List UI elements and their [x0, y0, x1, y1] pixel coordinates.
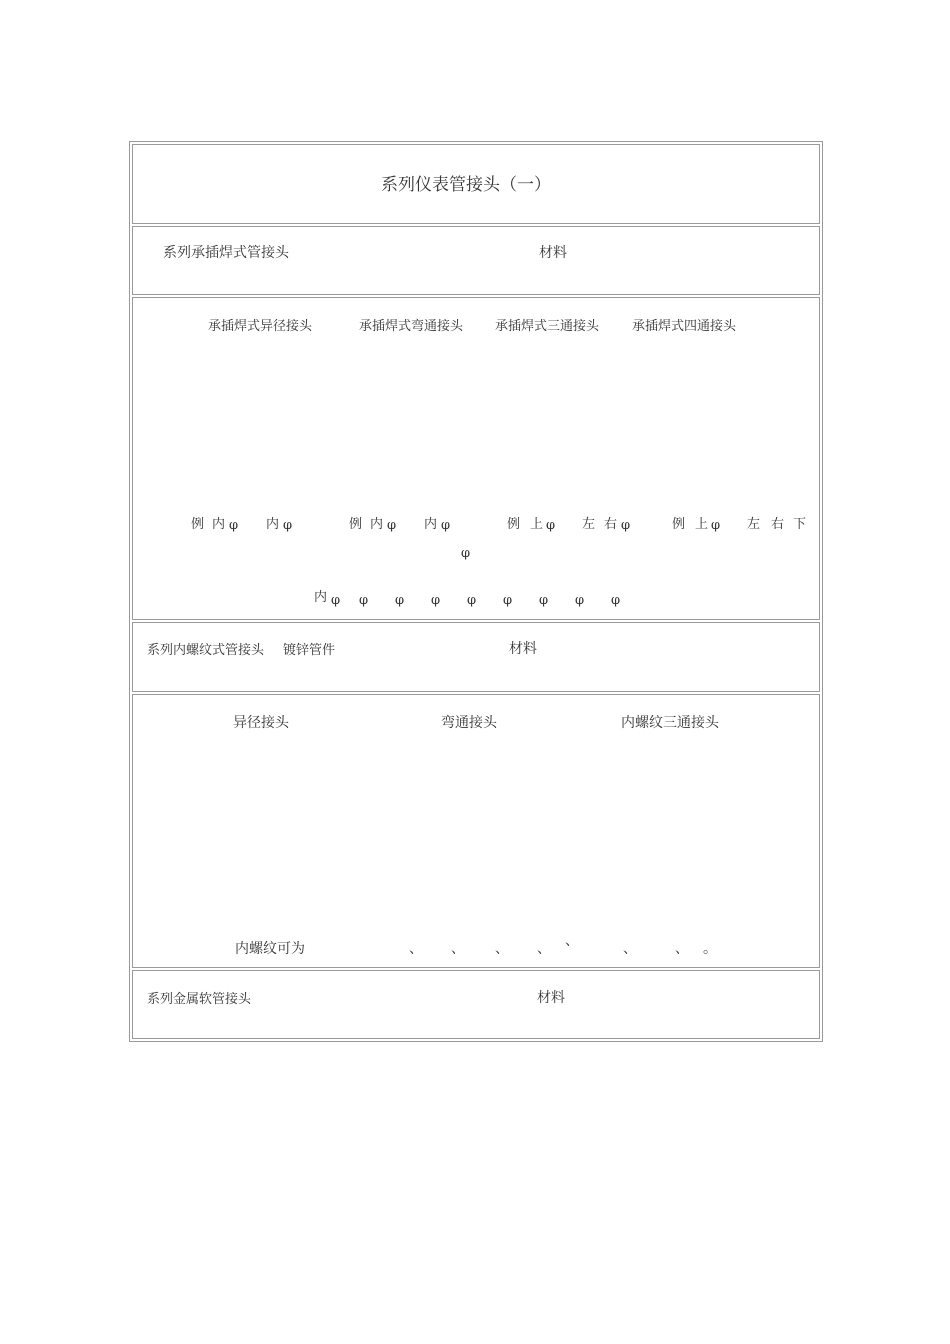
thread-mark: 、	[451, 941, 465, 957]
thread-note-label: 内螺纹可为	[235, 941, 305, 957]
example-1-phi-2: φ	[283, 518, 293, 533]
thread-mark: 、	[409, 941, 423, 957]
inner-row-phi: φ	[611, 593, 621, 608]
example-2-inner: 内	[370, 517, 384, 532]
page-title: 系列仪表管接头（一）	[381, 175, 551, 195]
metal-hose-material-label: 材料	[537, 990, 565, 1006]
example-2-inner-2: 内	[424, 517, 438, 532]
inner-row-phi: φ	[539, 593, 549, 608]
example-4-label: 例	[672, 517, 686, 532]
example-1-phi: φ	[229, 518, 239, 533]
socket-content-row	[132, 297, 820, 620]
inner-row-phi: φ	[467, 593, 477, 608]
example-2-phi-3: φ	[461, 546, 471, 561]
example-1-inner: 内	[212, 517, 226, 532]
example-3-label: 例	[507, 517, 521, 532]
thread-elbow-label: 弯通接头	[441, 715, 497, 731]
socket-reducer-label: 承插焊式异径接头	[208, 319, 313, 334]
inner-row-phi: φ	[331, 593, 341, 608]
metal-hose-header: 系列金属软管接头	[147, 992, 252, 1007]
thread-mark: 、	[495, 941, 509, 957]
thread-section-header: 系列内螺纹式管接头	[147, 643, 265, 658]
thread-reducer-label: 异径接头	[233, 715, 289, 731]
socket-tee-label: 承插焊式三通接头	[495, 319, 600, 334]
thread-header-row	[132, 622, 820, 692]
thread-tee-label: 内螺纹三通接头	[621, 715, 719, 731]
example-4-phi: φ	[711, 518, 721, 533]
example-2-phi: φ	[387, 518, 397, 533]
example-3-left: 左	[582, 517, 596, 532]
example-1-inner-2: 内	[266, 517, 280, 532]
socket-section-header: 系列承插焊式管接头	[163, 245, 289, 261]
socket-header-row	[132, 226, 820, 295]
example-4-top: 上	[695, 517, 709, 532]
thread-mark: 、	[623, 941, 637, 957]
socket-material-label: 材料	[539, 245, 567, 261]
example-4-left: 左	[747, 517, 761, 532]
thread-mark: 、	[537, 941, 551, 957]
title-row	[132, 144, 820, 224]
thread-material-label: 材料	[509, 641, 537, 657]
metal-hose-row	[132, 970, 820, 1039]
example-3-top: 上	[530, 517, 544, 532]
thread-mark: 、	[565, 933, 579, 949]
example-3-right: 右	[604, 517, 618, 532]
example-2-label: 例	[349, 517, 363, 532]
inner-row-phi: φ	[395, 593, 405, 608]
example-3-phi: φ	[546, 518, 556, 533]
thread-content-row	[132, 694, 820, 968]
example-4-bottom: 下	[793, 517, 807, 532]
socket-cross-label: 承插焊式四通接头	[632, 319, 737, 334]
example-2-phi-2: φ	[441, 518, 451, 533]
inner-row-phi: φ	[503, 593, 513, 608]
thread-mark: 、	[675, 941, 689, 957]
inner-row-phi: φ	[359, 593, 369, 608]
example-4-right: 右	[771, 517, 785, 532]
thread-galvanized-label: 镀锌管件	[283, 643, 336, 658]
inner-row-phi: φ	[431, 593, 441, 608]
example-3-phi-2: φ	[621, 518, 631, 533]
inner-row-phi: φ	[575, 593, 585, 608]
thread-mark: 。	[703, 941, 717, 957]
example-1-label: 例	[191, 517, 205, 532]
inner-row-label: 内	[314, 590, 328, 605]
fittings-table	[129, 141, 823, 1042]
socket-elbow-label: 承插焊式弯通接头	[359, 319, 464, 334]
